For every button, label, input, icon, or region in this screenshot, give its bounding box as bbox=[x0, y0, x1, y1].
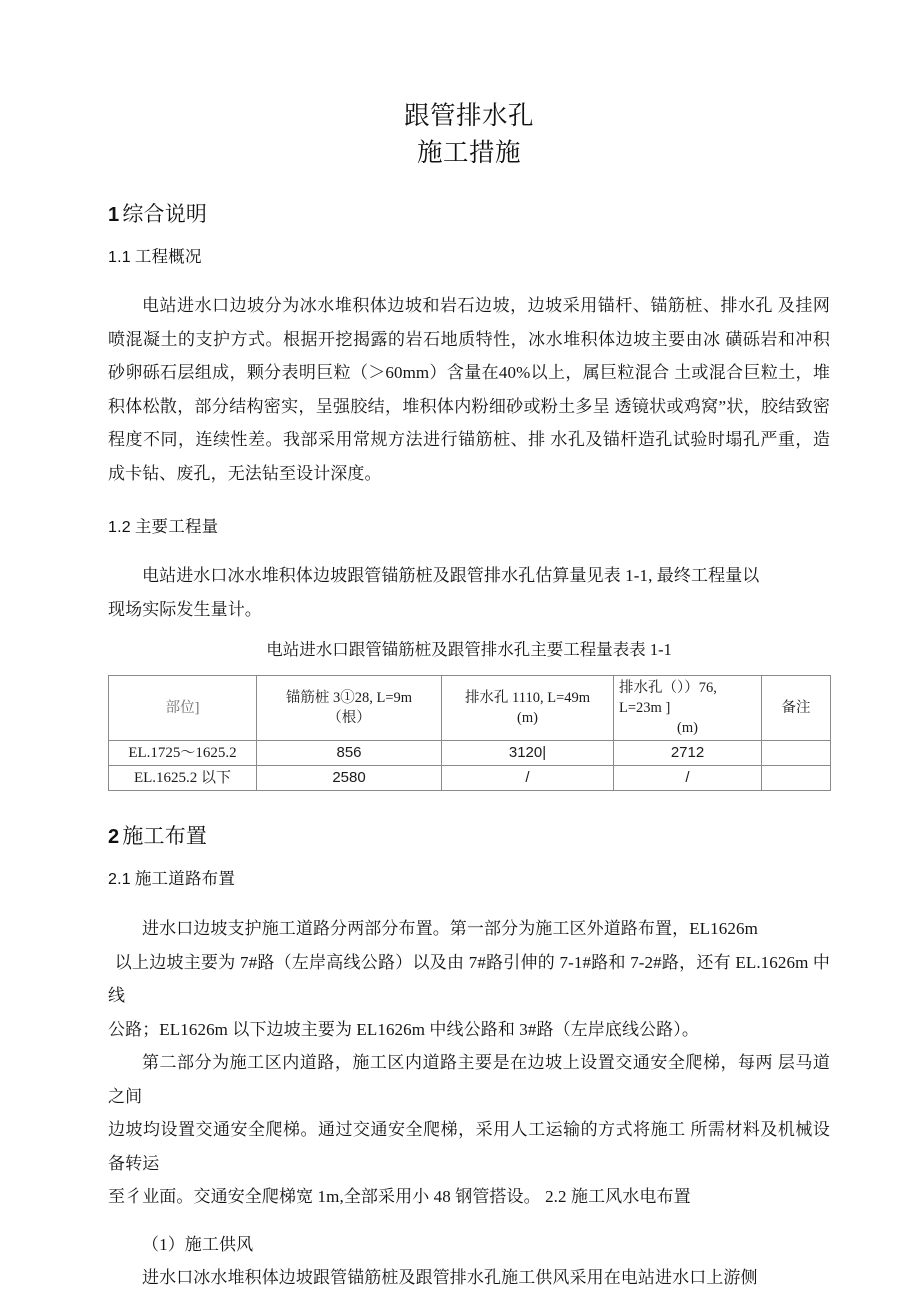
quantity-table bbox=[108, 675, 831, 791]
paragraph-internal-road-line-2: 边坡均设置交通安全爬梯。通过交通安全爬梯，采用人工运输的方式将施工 所需材料及机械设备转运 bbox=[108, 1120, 830, 1173]
table-cell-part: EL.1625.2 以下 bbox=[109, 766, 257, 791]
table-cell-drain-2: 2712 bbox=[614, 741, 762, 766]
heading-section-1-text: 综合说明 bbox=[122, 202, 208, 226]
table-header-anchor-pile-label: 锚筋桩 3①28, L=9m bbox=[285, 690, 413, 706]
table-header-drain-hole-1-label: 排水孔 1110, L=49m bbox=[464, 690, 591, 706]
heading-section-2-1 bbox=[108, 867, 830, 892]
table-header-drain-hole-1-unit: (m) bbox=[517, 710, 538, 726]
table-cell-anchor-pile: 2580 bbox=[257, 766, 442, 791]
paragraph-road-line-1: 进水口边坡支护施工道路分两部分布置。第一部分为施工区外道路布置，EL1626m bbox=[142, 919, 758, 938]
heading-section-1-2-text: 主要工程量 bbox=[134, 517, 219, 536]
paragraph-road-line-2: 以上边坡主要为 7#路（左岸高线公路）以及由 7#路引伸的 7-1#路和 7-2#路，还有 EL.1626m 中线 bbox=[108, 952, 830, 1005]
table-header-drain-hole-2 bbox=[614, 676, 762, 741]
table-header-part bbox=[109, 676, 257, 741]
heading-section-1-number: 1 bbox=[108, 204, 120, 226]
heading-section-1-2-number: 1.2 bbox=[108, 519, 131, 536]
paragraph-air-supply-text: 进水口冰水堆积体边坡跟管锚筋桩及跟管排水孔施工供风采用在电站进水口上游侧 bbox=[142, 1268, 758, 1287]
paragraph-quantity-line-2: 现场实际发生量计。 bbox=[108, 599, 262, 619]
heading-section-1-1 bbox=[108, 245, 830, 270]
heading-section-2-number: 2 bbox=[108, 826, 120, 848]
document-title-line-2: 施工措施 bbox=[416, 138, 521, 167]
table-header-part-label: 部位] bbox=[165, 700, 200, 716]
paragraph-internal-road-line-1: 第二部分为施工区内道路，施工区内道路主要是在边坡上设置交通安全爬梯，每两 层马道之间 bbox=[108, 1053, 830, 1106]
table-cell-note bbox=[762, 741, 831, 766]
quantity-table-body bbox=[109, 741, 831, 791]
paragraph-quantity-line-1: 电站进水口冰水堆积体边坡跟管锚筋桩及跟管排水孔估算量见表 1-1, 最终工程量以 bbox=[142, 566, 760, 585]
quantity-table-head bbox=[109, 676, 831, 741]
heading-section-2 bbox=[108, 821, 830, 852]
heading-section-2-1-number: 2.1 bbox=[108, 871, 131, 888]
table-header-note bbox=[762, 676, 831, 741]
paragraph-project-overview: 电站进水口边坡分为冰水堆积体边坡和岩石边坡，边坡采用锚杆、锚筋桩、排水孔 及挂网喷混凝土的支护方式。根据开挖揭露的岩石地质特性，冰水堆积体边坡主要由冰 磺砾岩和冲积砂卵砾石层组成，颗分表明巨粒（＞60mm）含量在40%以上，属巨粒混合 土或混合巨粒土，堆积体松散，部分结构密实，呈强胶结，堆积体内粉细砂或粉土多呈 透镜状或鸡窝”状，胶结致密程度不同，连续性差。我部采用常规方法进行锚筋桩、排 水孔及锚杆造孔试验时塌孔严重，造成卡钻、废孔，无法钻至设计深度。 bbox=[108, 296, 830, 483]
table-row bbox=[109, 741, 831, 766]
table-cell-drain-1: / bbox=[442, 766, 614, 791]
heading-section-2-text: 施工布置 bbox=[122, 824, 208, 848]
heading-section-2-1-text: 施工道路布置 bbox=[134, 869, 236, 888]
table-header-drain-hole-2-label: 排水孔（））76, L=23m ] bbox=[619, 680, 717, 716]
paragraph-internal-road-line-3: 至彳业面。交通安全爬梯宽 1m,全部采用小 48 钢管搭设。 2.2 施工风水电布置 bbox=[108, 1187, 691, 1206]
document-title-line-1: 跟管排水孔 bbox=[403, 101, 534, 130]
table-header-row bbox=[109, 676, 831, 741]
heading-section-1-1-text: 工程概况 bbox=[134, 247, 202, 266]
table-cell-drain-2: / bbox=[614, 766, 762, 791]
table-header-note-label: 备注 bbox=[781, 700, 811, 716]
table-header-drain-hole-1 bbox=[442, 676, 614, 741]
table-header-anchor-pile-unit: （根） bbox=[327, 710, 371, 726]
table-header-anchor-pile bbox=[257, 676, 442, 741]
table-caption: 电站进水口跟管锚筋桩及跟管排水孔主要工程量表表 1-1 bbox=[266, 640, 672, 659]
table-cell-note bbox=[762, 766, 831, 791]
paragraph-air-supply-label: （1）施工供风 bbox=[142, 1234, 254, 1254]
heading-section-1-1-number: 1.1 bbox=[108, 249, 131, 266]
table-header-drain-hole-2-unit: (m) bbox=[677, 720, 698, 736]
table-cell-drain-1: 3120| bbox=[442, 741, 614, 766]
table-row bbox=[109, 766, 831, 791]
document-title bbox=[108, 0, 830, 171]
table-cell-part: EL.1725～1625.2 bbox=[109, 741, 257, 766]
heading-section-1 bbox=[108, 199, 830, 230]
paragraph-road-line-3: 公路；EL1626m 以下边坡主要为 EL1626m 中线公路和 3#路（左岸底线公路）。 bbox=[108, 1019, 699, 1039]
page-content bbox=[108, 0, 830, 1295]
table-cell-anchor-pile: 856 bbox=[257, 741, 442, 766]
heading-section-1-2 bbox=[108, 515, 830, 540]
